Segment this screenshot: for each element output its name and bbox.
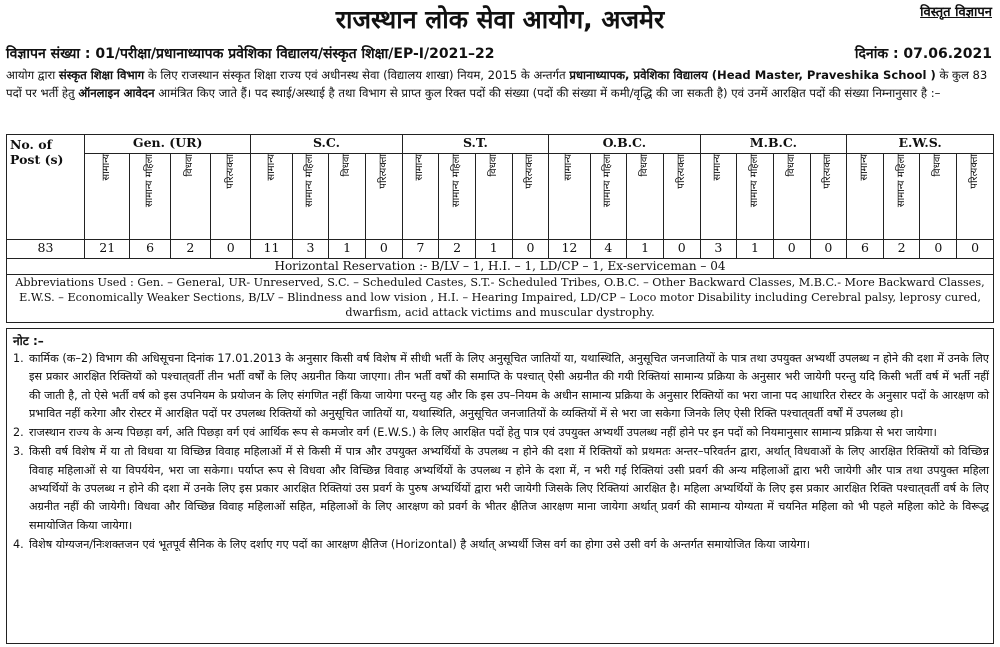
- value-cell: 0: [920, 240, 957, 259]
- value-cell: 4: [590, 240, 627, 259]
- horizontal-reservation: Horizontal Reservation :- B/LV – 1, H.I. – 1, LD/CP – 1, Ex-serviceman – 04: [7, 259, 994, 275]
- advertisement-number: विज्ञापन संख्या : 01/परीक्षा/प्रधानाध्यापक प्रवेशिका विद्यालय/संस्कृत शिक्षा/EP-I/2021–22: [6, 46, 495, 62]
- value-cell: 0: [512, 240, 549, 259]
- value-cell: 3: [292, 240, 329, 259]
- value-cell: 3: [700, 240, 737, 259]
- value-cell: 2: [883, 240, 920, 259]
- subheader-cell: [663, 154, 700, 240]
- no-of-post-header: No. of Post (s): [7, 135, 85, 240]
- subheader-cell: [512, 154, 549, 240]
- subheader-label: सामान्य महिला: [144, 154, 156, 208]
- subheader-cell: [130, 154, 170, 240]
- value-cell: 7: [402, 240, 439, 259]
- reservation-table: [6, 134, 994, 323]
- intro-paragraph: [6, 66, 994, 102]
- subheader-label: परित्यक्ता: [377, 154, 389, 189]
- abbreviations: Abbreviations Used : Gen. – General, UR- Unreserved, S.C. – Scheduled Castes, S.T.- Scheduled Tribes, O.B.C. – Other Backward Classes, M.B.C.- More Backward Classes, E.W.S. – Economically Weaker Sections, B/LV – Blindness and low vision , H.I. – Hearing Impaired, LD/CP – Loco motor Disability including Cerebral palsy, leprosy cured, dwarfism, acid attack victims and muscular dystrophy.: [7, 275, 994, 323]
- subheader-label: विधवा: [639, 154, 651, 177]
- note-text: किसी वर्ष विशेष में या तो विधवा या विच्छिन्न विवाह महिलाओं में से किसी में पात्र और उपयुक्त अभ्यर्थियों के उपलब्ध न होने की दशा में रिक्तियों को प्रथमतः अन्तर–परिवर्तन द्वारा, अर्थात्‌ विधवाओं के लिए आरक्षित रिक्तियों को विच्छिन्न विवाह महिलाओं से या विपर्ययेन, भरा जा सकेगा। पर्याप्त रूप से विधवा और विच्छिन्न विवाह अभ्यर्थियों के उपलब्ध न होने के दशा में, न भरी गई रिक्तियां उसी प्रवर्ग की अन्य महिलाओं द्वारा भरी जायेगी और पात्र तथा उपयुक्त महिला अभ्यर्थियों के उपलब्ध न होने की दशा में उनके लिए इस प्रकार आरक्षित रिक्तियां उस प्रवर्ग के पुरुष अभ्यर्थियों द्वारा भरी जायेगी जिसके लिए रिक्तियां आरक्षित है। महिला अभ्यर्थियों के लिए इस प्रकार आरक्षित रिक्ति पश्चात्‌वर्ती वर्ष के लिए अग्रनीत नहीं की जायेगी। विधवा और विच्छिन्न विवाह महिलाओं सहित, महिलाओं के लिए आरक्षण को प्रवर्ग के भीतर क्षैतिज आरक्षण माना जायेगा अर्थात्‌ प्रवर्ग की सामान्य योग्यता में चयनित महिला को भी पहले महिला कोटे के विरूद्ध समायोजित किया जायेगा।: [29, 445, 989, 532]
- subheader-cell: [590, 154, 627, 240]
- subheader-cell: [251, 154, 292, 240]
- intro-text-1: आयोग द्वारा: [6, 68, 59, 82]
- subheader-cell: [920, 154, 957, 240]
- notes-box: [6, 328, 994, 644]
- subheader-label: सामान्य महिला: [602, 154, 614, 208]
- value-cell: 6: [847, 240, 884, 259]
- subheader-cell: [957, 154, 994, 240]
- value-cell: 6: [130, 240, 170, 259]
- category-header-st: S.T.: [402, 135, 549, 154]
- note-text: कार्मिक (क–2) विभाग की अधिसूचना दिनांक 17.01.2013 के अनुसार किसी वर्ष विशेष में सीधी भर्ती के लिए अनुसूचित जातियों या, यथास्थिति, अनुसूचित जनजातियों के पात्र तथा उपयुक्त अभ्यर्थी उपलब्ध न होने की दशा में उनके लिए इस प्रकार आरक्षित रिक्तियों को पश्चात्‌वर्ती तीन भर्ती वर्षों के लिए अग्रनीत किया जाएगा। तीन भर्ती वर्षों की समाप्ति के पश्चात्‌ ऐसी अग्रनीत की गयी रिक्तियां सामान्य प्रक्रिया के अनुसार भरी जायेगी परन्तु यदि किसी भर्ती वर्ष में भर्ती नहीं की जाती है, तो ऐसे भर्ती वर्ष को इस उपनियम के प्रयोजन के लिए संगणित नहीं किया जायेगा परन्तु यह और कि इस उप–नियम के अधीन सामान्य प्रक्रिया के अनुसार रिक्तियों का भरा जाना पद आधारित रोस्टर के अनुसार पदों के आरक्षण को प्रभावित नहीं करेगा और रोस्टर में आरक्षित पदों पर उपलब्ध रिक्तियों को अनुसूचित जातियों या, यथास्थिति, अनुसूचित जनजातियों के व्यक्तियों में से भरा जा सकेगा जिनके लिए ऐसी रिक्ति पश्चात्‌वर्ती वर्षों में उपलब्ध हो।: [29, 352, 989, 420]
- note-item: [13, 424, 989, 442]
- subheader-label: परित्यक्ता: [675, 154, 687, 189]
- subheader-label: विधवा: [785, 154, 797, 177]
- note-number: 2.: [13, 426, 24, 440]
- subheader-cell: [439, 154, 476, 240]
- subheader-cell: [475, 154, 512, 240]
- subheader-label: विधवा: [487, 154, 499, 177]
- page-title: राजस्थान लोक सेवा आयोग, अजमेर: [335, 5, 665, 34]
- subheader-label: सामान्य: [265, 154, 277, 181]
- value-cell: 2: [439, 240, 476, 259]
- subheader-cell: [329, 154, 366, 240]
- subheader-label: परित्यक्ता: [524, 154, 536, 189]
- subheader-label: विधवा: [184, 154, 196, 177]
- note-text: विशेष योग्यजन/निःशक्तजन एवं भूतपूर्व सैनिक के लिए दर्शाए गए पदों का आरक्षण क्षैतिज (Horizontal) है अर्थात्‌ अभ्यर्थी जिस वर्ग का होगा उसे उसी वर्ग के अन्तर्गत समायोजित किया जायेगा।: [29, 537, 811, 551]
- subheader-cell: [549, 154, 590, 240]
- subheader-label: सामान्य: [858, 154, 870, 181]
- subheader-cell: [210, 154, 250, 240]
- value-cell: 0: [957, 240, 994, 259]
- note-number: 1.: [13, 352, 24, 365]
- value-cell: 0: [810, 240, 847, 259]
- subheader-label: सामान्य महिला: [304, 154, 316, 208]
- subheader-cell: [847, 154, 884, 240]
- value-cell: 1: [329, 240, 366, 259]
- subheader-cell: [737, 154, 774, 240]
- advertisement-date: दिनांक : 07.06.2021: [854, 46, 992, 62]
- detailed-advertisement-tag: विस्तृत विज्ञापन: [920, 5, 992, 20]
- subheader-cell: [627, 154, 664, 240]
- subheader-cell: [365, 154, 402, 240]
- note-item: [13, 443, 989, 534]
- subheader-cell: [700, 154, 737, 240]
- table-values-row: [7, 240, 994, 259]
- subheader-cell: [402, 154, 439, 240]
- category-header-ews: E.W.S.: [847, 135, 994, 154]
- value-cell: 1: [475, 240, 512, 259]
- value-cell: 0: [663, 240, 700, 259]
- note-text: राजस्थान राज्य के अन्य पिछड़ा वर्ग, अति पिछड़ा वर्ग एवं आर्थिक रूप से कमजोर वर्ग (E.W.S.) के लिए आरक्षित पदों हेतु पात्र एवं उपयुक्त अभ्यर्थी उपलब्ध नहीं होने पर इन पदों को नियमानुसार सामान्य प्रक्रिया से भरा जायेगा।: [29, 426, 937, 440]
- note-number: 4.: [13, 537, 24, 551]
- subheader-label: सामान्य महिला: [451, 154, 463, 208]
- table-subheader-row: [7, 154, 994, 240]
- category-header-mbc: M.B.C.: [700, 135, 847, 154]
- intro-department: संस्कृत शिक्षा विभाग: [58, 68, 145, 82]
- abbreviations-row: [7, 275, 994, 323]
- category-header-obc: O.B.C.: [549, 135, 700, 154]
- notes-heading: नोट :–: [13, 334, 44, 348]
- notes-list: [13, 350, 989, 554]
- note-item: [13, 350, 989, 423]
- value-cell: 1: [737, 240, 774, 259]
- value-cell: 0: [773, 240, 810, 259]
- subheader-label: परित्यक्ता: [969, 154, 981, 189]
- note-number: 3.: [13, 445, 24, 459]
- subheader-label: सामान्य: [712, 154, 724, 181]
- subheader-cell: [292, 154, 329, 240]
- intro-post-name: प्रधानाध्यापक, प्रवेशिका विद्यालय (Head Master, Praveshika School ): [569, 68, 936, 82]
- subheader-label: सामान्य: [101, 154, 113, 181]
- subheader-label: सामान्य: [563, 154, 575, 181]
- subheader-cell: [85, 154, 130, 240]
- table-header-row: [7, 135, 994, 154]
- intro-text-4: आमंत्रित किए जाते हैं। पद स्थाई/अस्थाई है तथा विभाग से प्राप्त कुल रिक्त पदों की संख्या (पदों की संख्या में कमी/वृद्धि की जा सकती है) एवं उनमें आरक्षित पदों की संख्या निम्नानुसार है :–: [154, 86, 941, 100]
- intro-text-3: के कुल 83 पदों पर भर्ती हेतु: [6, 68, 988, 100]
- value-cell: 11: [251, 240, 292, 259]
- note-item: [13, 536, 989, 554]
- value-cell: 21: [85, 240, 130, 259]
- category-header-sc: S.C.: [251, 135, 402, 154]
- intro-online-application: ऑनलाइन आवेदन: [78, 86, 155, 100]
- value-cell: 0: [210, 240, 250, 259]
- value-cell: 12: [549, 240, 590, 259]
- subheader-label: विधवा: [341, 154, 353, 177]
- subheader-cell: [883, 154, 920, 240]
- total-posts-cell: 83: [7, 240, 85, 259]
- subheader-label: सामान्य महिला: [895, 154, 907, 208]
- value-cell: 2: [170, 240, 210, 259]
- subheader-label: परित्यक्ता: [822, 154, 834, 189]
- category-header-gen: Gen. (UR): [85, 135, 251, 154]
- subheader-label: सामान्य: [414, 154, 426, 181]
- subheader-cell: [170, 154, 210, 240]
- value-cell: 0: [365, 240, 402, 259]
- subheader-cell: [773, 154, 810, 240]
- intro-text-2: के लिए राजस्थान संस्कृत शिक्षा राज्य एवं अधीनस्थ सेवा (विद्यालय शाखा) नियम, 2015 के अन्तर्गत: [144, 68, 570, 82]
- horizontal-reservation-row: [7, 259, 994, 275]
- subheader-cell: [810, 154, 847, 240]
- subheader-label: विधवा: [932, 154, 944, 177]
- subheader-label: सामान्य महिला: [749, 154, 761, 208]
- value-cell: 1: [627, 240, 664, 259]
- subheader-label: परित्यक्ता: [224, 154, 236, 189]
